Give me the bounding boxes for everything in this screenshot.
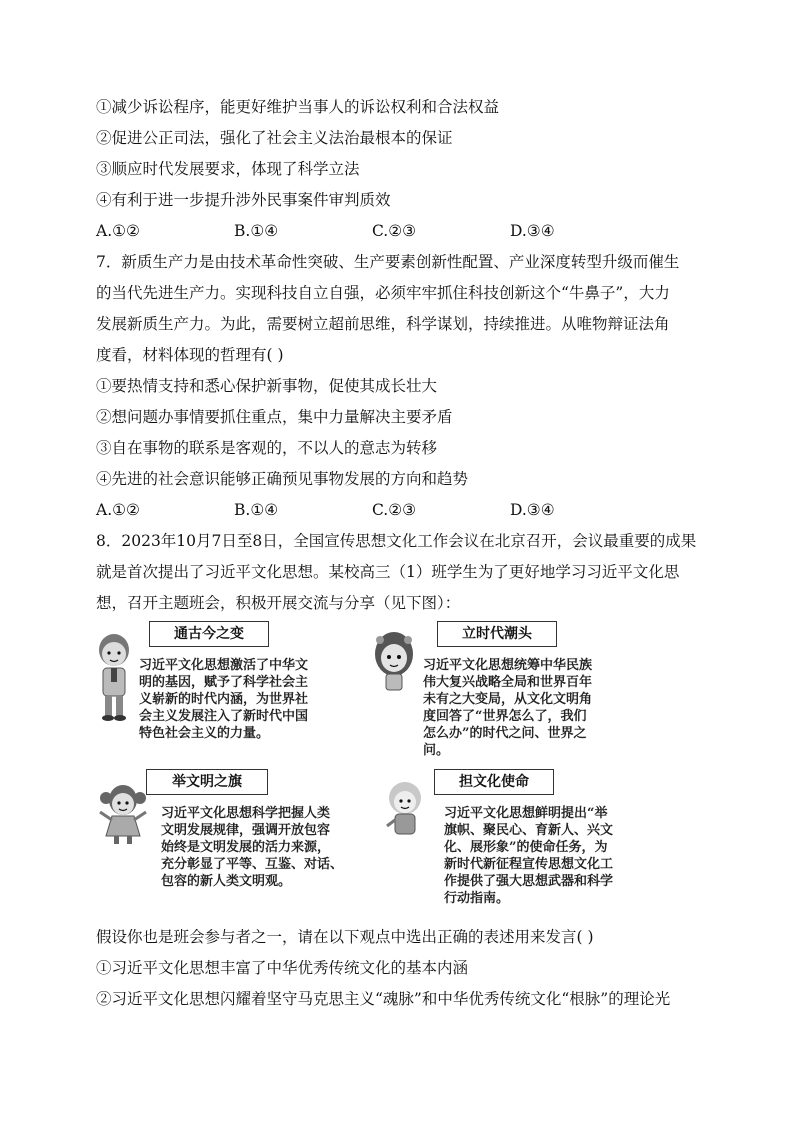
q7-stem-line-1: 7．新质生产力是由技术革命性突破、生产要素创新性配置、产业深度转型升级而催生 <box>96 253 680 271</box>
q7-statement-3: ③自在事物的联系是客观的，不以人的意志为转移 <box>96 439 438 457</box>
boy-student-icon <box>92 630 136 722</box>
q6-statement-1: ①减少诉讼程序，能更好维护当事人的诉讼权利和合法权益 <box>96 98 500 116</box>
q7-option-b: B.①④ <box>234 501 279 519</box>
q7-stem-line-3: 发展新质生产力。为此，需要树立超前思维，科学谋划，持续推进。从唯物辩证法角 <box>96 315 670 333</box>
panel-4-text: 习近平文化思想鲜明提出“举 旗帜、聚民心、育新人、兴文 化、展形象”的使命任务，为 新时代新征程宣传思想文化工 作提供了强大思想武器和科学 行动指南。 <box>444 806 614 906</box>
q6-statement-4: ④有利于进一步提升涉外民事案件审判质效 <box>96 191 391 209</box>
panel-2-title: 立时代潮头 <box>437 621 557 647</box>
q7-statement-1: ①要热情支持和悉心保护新事物，促使其成长壮大 <box>96 377 438 395</box>
q6-option-a: A.①② <box>96 222 140 240</box>
panel-3-title: 举文明之旗 <box>146 769 268 795</box>
panel-2-text: 习近平文化思想统筹中华民族 伟大复兴战略全局和世界百年 未有之大变局，从文化文明角 度回答了“世界怎么了，我们 怎么办”的时代之问、世界之 问。 <box>423 658 593 758</box>
panel-1-title: 通古今之变 <box>149 621 269 647</box>
q6-options <box>96 221 648 241</box>
q8-statement-1: ①习近平文化思想丰富了中华优秀传统文化的基本内涵 <box>96 959 469 977</box>
panel-4-title: 担文化使命 <box>434 769 554 795</box>
girl-student-icon <box>372 630 416 694</box>
q7-statement-4: ④先进的社会意识能够正确预见事物发展的方向和趋势 <box>96 470 469 488</box>
q6-option-d: D.③④ <box>510 222 555 240</box>
q7-option-c: C.②③ <box>372 501 417 519</box>
q6-option-b: B.①④ <box>234 222 279 240</box>
panel-1-text: 习近平文化思想激活了中华文 明的基因，赋予了科学社会主 义崭新的时代内涵，为世界社 会主义发展注入了新时代中国 特色社会主义的力量。 <box>139 658 309 741</box>
q6-statement-2: ②促进公正司法，强化了社会主义法治最根本的保证 <box>96 129 453 147</box>
q8-ask: 假设你也是班会参与者之一，请在以下观点中选出正确的表述用来发言( ) <box>96 928 594 946</box>
q8-stem-line-2: 就是首次提出了习近平文化思想。某校高三（1）班学生为了更好地学习习近平文化思 <box>96 563 680 581</box>
q7-stem-line-2: 的当代先进生产力。实现科技自立自强，必须牢牢抓住科技创新这个“牛鼻子”，大力 <box>96 284 670 302</box>
q7-statement-2: ②想问题办事情要抓住重点，集中力量解决主要矛盾 <box>96 408 453 426</box>
q7-options <box>96 500 648 520</box>
q7-stem-line-4: 度看，材料体现的哲理有( ) <box>96 346 284 364</box>
panel-3-text: 习近平文化思想科学把握人类 文明发展规律，强调开放包容 始终是文明发展的活力来源， 充分彰显了平等、互鉴、对话、 包容的新人类文明观。 <box>161 806 344 889</box>
blonde-girl-icon <box>382 780 428 840</box>
q7-option-a: A.①② <box>96 501 140 519</box>
q8-stem-line-3: 想，召开主题班会，积极开展交流与分享（见下图）： <box>96 594 461 612</box>
q6-option-c: C.②③ <box>372 222 417 240</box>
q6-statement-3: ③顺应时代发展要求，体现了科学立法 <box>96 160 360 178</box>
q8-statement-2: ②习近平文化思想闪耀着坚守马克思主义“魂脉”和中华优秀传统文化“根脉”的理论光 <box>96 990 671 1008</box>
girl-pigtails-icon <box>96 782 150 846</box>
q7-option-d: D.③④ <box>510 501 555 519</box>
q8-stem-line-1: 8．2023年10月7日至8日，全国宣传思想文化工作会议在北京召开，会议最重要的成果 <box>96 532 697 550</box>
